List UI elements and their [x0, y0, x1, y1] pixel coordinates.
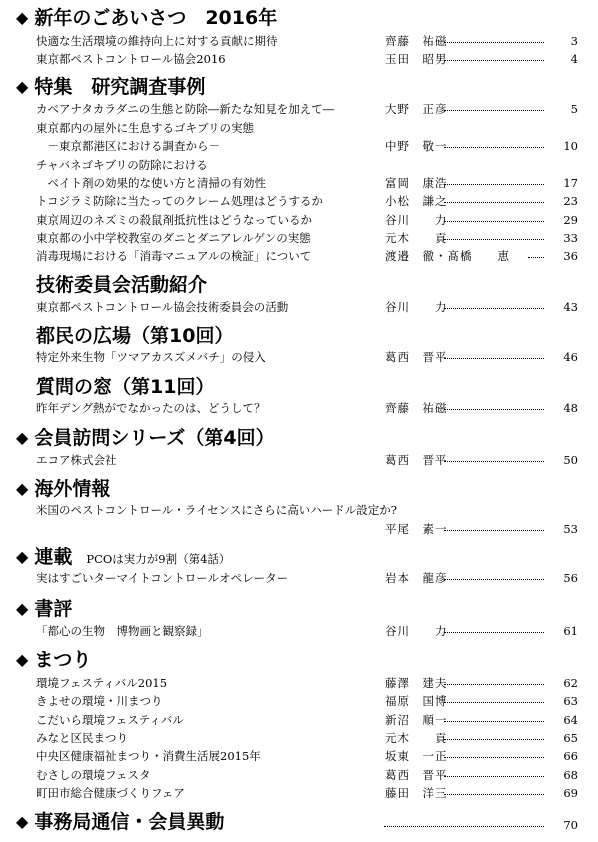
entry-page: 64: [563, 713, 578, 727]
entry-author: 坂東 一正: [385, 749, 448, 763]
leader-dots: [444, 358, 544, 359]
entry-author: 新沼 順一: [385, 713, 448, 727]
section-heading-visit: [16, 424, 275, 452]
leader-dots: [444, 308, 544, 309]
entry-title: 東京周辺のネズミの殺鼠剤抵抗性はどうなっているか: [36, 213, 312, 227]
toc-entry[interactable]: [0, 100, 598, 118]
entry-author: 葛西 晋平: [385, 768, 448, 782]
entry-title: こだいら環境フェスティバル: [36, 713, 184, 727]
entry-page: 29: [563, 213, 578, 227]
entry-page: 46: [563, 350, 578, 364]
section-title: 事務局通信・会員異動: [34, 811, 225, 833]
section-heading-qa: [36, 373, 214, 401]
entry-page: 3: [570, 34, 578, 48]
leader-dots: [444, 721, 544, 722]
entry-title: 東京都の小中学校教室のダニとダニアレルゲンの実態: [36, 231, 311, 245]
section-title: 会員訪問シリーズ（第4回）: [34, 427, 275, 449]
entry-title: 東京都ペストコントロール協会2016: [36, 52, 226, 66]
entry-author: 谷川 力: [385, 624, 448, 638]
section-title: 連載: [34, 546, 73, 568]
entry-title: ベイト剤の効果的な使い方と清掃の有効性: [36, 176, 266, 190]
entry-title: 実はすごいターマイトコントロールオペレーター: [36, 571, 289, 585]
entry-page: 17: [563, 176, 578, 190]
entry-title: むさしの環境フェスタ: [36, 768, 151, 782]
entry-page: 23: [563, 194, 578, 208]
entry-title: 消毒現場における「消毒マニュアルの検証」について: [36, 249, 312, 263]
toc-entry[interactable]: [0, 192, 598, 210]
leader-dots: [444, 409, 544, 410]
toc-entry[interactable]: [0, 451, 598, 469]
toc-entry[interactable]: [0, 692, 598, 710]
entry-page: 69: [563, 786, 578, 800]
entry-author: 谷川 力: [385, 213, 448, 227]
diamond-icon: ◆: [16, 428, 29, 447]
entry-author: 福原 国博: [385, 694, 448, 708]
entry-author: 葛西 晋平: [385, 350, 448, 364]
leader-dots: [444, 461, 544, 462]
entry-author: 中野 敬一: [385, 139, 448, 153]
toc-entry[interactable]: [0, 229, 598, 247]
entry-page: 50: [563, 453, 578, 467]
leader-dots: [444, 579, 544, 580]
entry-title: きよせの環境・川まつり: [36, 694, 163, 708]
leader-dots: [444, 239, 544, 240]
section-heading-newyear: [16, 4, 277, 32]
section-title: 質問の窓（第11回）: [36, 376, 215, 398]
leader-dots: [444, 221, 544, 222]
entry-title: 昨年デング熱がでなかったのは、どうして？: [36, 401, 266, 415]
section-heading-feature: [16, 73, 205, 101]
entry-author: 渡邉 徹・髙橋 恵: [385, 249, 510, 263]
toc-entry[interactable]: [0, 211, 598, 229]
diamond-icon: ◆: [16, 77, 29, 96]
leader-dots: [444, 42, 544, 43]
section-title: 都民の広場（第10回）: [36, 325, 234, 347]
entry-title: －東京都港区における調査から－: [36, 139, 220, 153]
entry-page: 61: [563, 624, 578, 638]
entry-page: 10: [563, 139, 578, 153]
entry-title: 中央区健康福祉まつり・消費生活展2015年: [36, 749, 261, 763]
diamond-icon: ◆: [16, 8, 29, 27]
toc-entry[interactable]: [0, 50, 598, 68]
entry-author: 藤澤 建夫: [385, 676, 448, 690]
entry-author: 葛西 晋平: [385, 453, 448, 467]
leader-dots: [444, 794, 544, 795]
toc-entry[interactable]: [0, 711, 598, 729]
entry-title: 快適な生活環境の維持向上に対する貢献に期待: [36, 34, 278, 48]
section-heading-tech: [36, 271, 207, 299]
entry-title: 環境フェスティバル2015: [36, 676, 168, 690]
entry-page: 65: [563, 731, 578, 745]
entry-author: 岩本 龍彦: [385, 571, 448, 585]
entry-page: 70: [563, 818, 578, 832]
entry-author: 藤田 洋三: [385, 786, 448, 800]
section-heading-festival: [16, 646, 91, 674]
entry-author: 元木 貢: [385, 231, 448, 245]
entry-title: トコジラミ防除に当たってのクレーム処理はどうするか: [36, 194, 324, 208]
leader-dots: [444, 60, 544, 61]
entry-page: 4: [570, 52, 578, 66]
entry-page: 63: [563, 694, 578, 708]
leader-dots: [384, 826, 544, 827]
entry-page: 66: [563, 749, 578, 763]
section-title: 技術委員会活動紹介: [36, 274, 208, 296]
entry-page: 48: [563, 401, 578, 415]
entry-title: 米国のペストコントロール・ライセンスにさらに高いハードル設定か?: [36, 503, 397, 517]
entry-author: 玉田 昭男: [385, 52, 448, 66]
diamond-icon: ◆: [16, 812, 29, 831]
toc-entry[interactable]: [0, 784, 598, 802]
entry-title: 東京都ペストコントロール協会技術委員会の活動: [36, 300, 289, 314]
entry-author: 元木 貢: [385, 731, 448, 745]
section-title: 新年のごあいさつ 2016年: [34, 7, 278, 29]
entry-page: 53: [563, 522, 578, 536]
entry-title: 東京都内の屋外に生息するゴキブリの実態: [36, 121, 255, 135]
toc-entry[interactable]: [0, 501, 598, 519]
toc-entry[interactable]: [0, 119, 598, 137]
toc-entry[interactable]: [0, 766, 598, 784]
toc-entry[interactable]: [0, 174, 598, 192]
leader-dots: [444, 776, 544, 777]
entry-page: 68: [563, 768, 578, 782]
leader-dots: [444, 702, 544, 703]
entry-title: 特定外来生物「ツマアカスズメバチ」の侵入: [36, 350, 266, 364]
leader-dots: [444, 739, 544, 740]
section-heading-serial: [16, 543, 230, 571]
toc-entry[interactable]: [0, 247, 598, 265]
entry-author: 谷川 力: [385, 300, 448, 314]
toc-entry[interactable]: [0, 156, 598, 174]
leader-dots: [528, 257, 544, 258]
section-heading-plaza: [36, 322, 233, 350]
entry-author: 齊藤 祐磁: [385, 401, 448, 415]
section-heading-overseas: [16, 475, 110, 503]
leader-dots: [444, 530, 544, 531]
entry-page: 43: [563, 300, 578, 314]
entry-page: 36: [563, 249, 578, 263]
toc-entry[interactable]: [0, 816, 598, 834]
entry-author: 大野 正彦: [385, 102, 448, 116]
leader-dots: [444, 147, 544, 148]
entry-title: 「都心の生物 博物画と観察録」: [36, 624, 209, 638]
toc-entry[interactable]: [0, 569, 598, 587]
entry-title: チャバネゴキブリの防除における: [36, 158, 208, 172]
toc-entry[interactable]: [0, 747, 598, 765]
leader-dots: [444, 184, 544, 185]
diamond-icon: ◆: [16, 479, 29, 498]
entry-author: 富岡 康浩: [385, 176, 448, 190]
section-heading-review: [16, 595, 72, 623]
section-title: まつり: [34, 649, 92, 671]
entry-title: カベアナタカラダニの生態と防除―新たな知見を加えて―: [36, 102, 335, 116]
entry-title: みなと区民まつり: [36, 731, 128, 745]
section-title: 特集 研究調査事例: [34, 76, 206, 98]
toc-entry[interactable]: [0, 137, 598, 155]
toc-entry[interactable]: [0, 32, 598, 50]
entry-page: 33: [563, 231, 578, 245]
leader-dots: [444, 684, 544, 685]
toc-entry[interactable]: [0, 520, 598, 538]
entry-page: 5: [570, 102, 578, 116]
toc-entry[interactable]: [0, 298, 598, 316]
section-title: 海外情報: [34, 478, 111, 500]
entry-author: 小松 謙之: [385, 194, 448, 208]
diamond-icon: ◆: [16, 547, 29, 566]
diamond-icon: ◆: [16, 599, 29, 618]
toc-entry[interactable]: [0, 348, 598, 366]
leader-dots: [444, 202, 544, 203]
section-title: 書評: [34, 598, 73, 620]
entry-author: 齊藤 祐磁: [385, 34, 448, 48]
diamond-icon: ◆: [16, 650, 29, 669]
leader-dots: [444, 757, 544, 758]
toc-entry[interactable]: [0, 674, 598, 692]
leader-dots: [444, 110, 544, 111]
leader-dots: [444, 632, 544, 633]
entry-author: 平尾 素一: [385, 522, 448, 536]
entry-title: 町田市総合健康づくりフェア: [36, 786, 185, 800]
toc-entry[interactable]: [0, 729, 598, 747]
toc-entry[interactable]: [0, 399, 598, 417]
section-subtitle: PCOは実力が9割（第4話）: [86, 552, 231, 566]
entry-page: 56: [563, 571, 578, 585]
entry-page: 62: [563, 676, 578, 690]
toc-entry[interactable]: [0, 622, 598, 640]
entry-title: エコア株式会社: [36, 453, 117, 467]
